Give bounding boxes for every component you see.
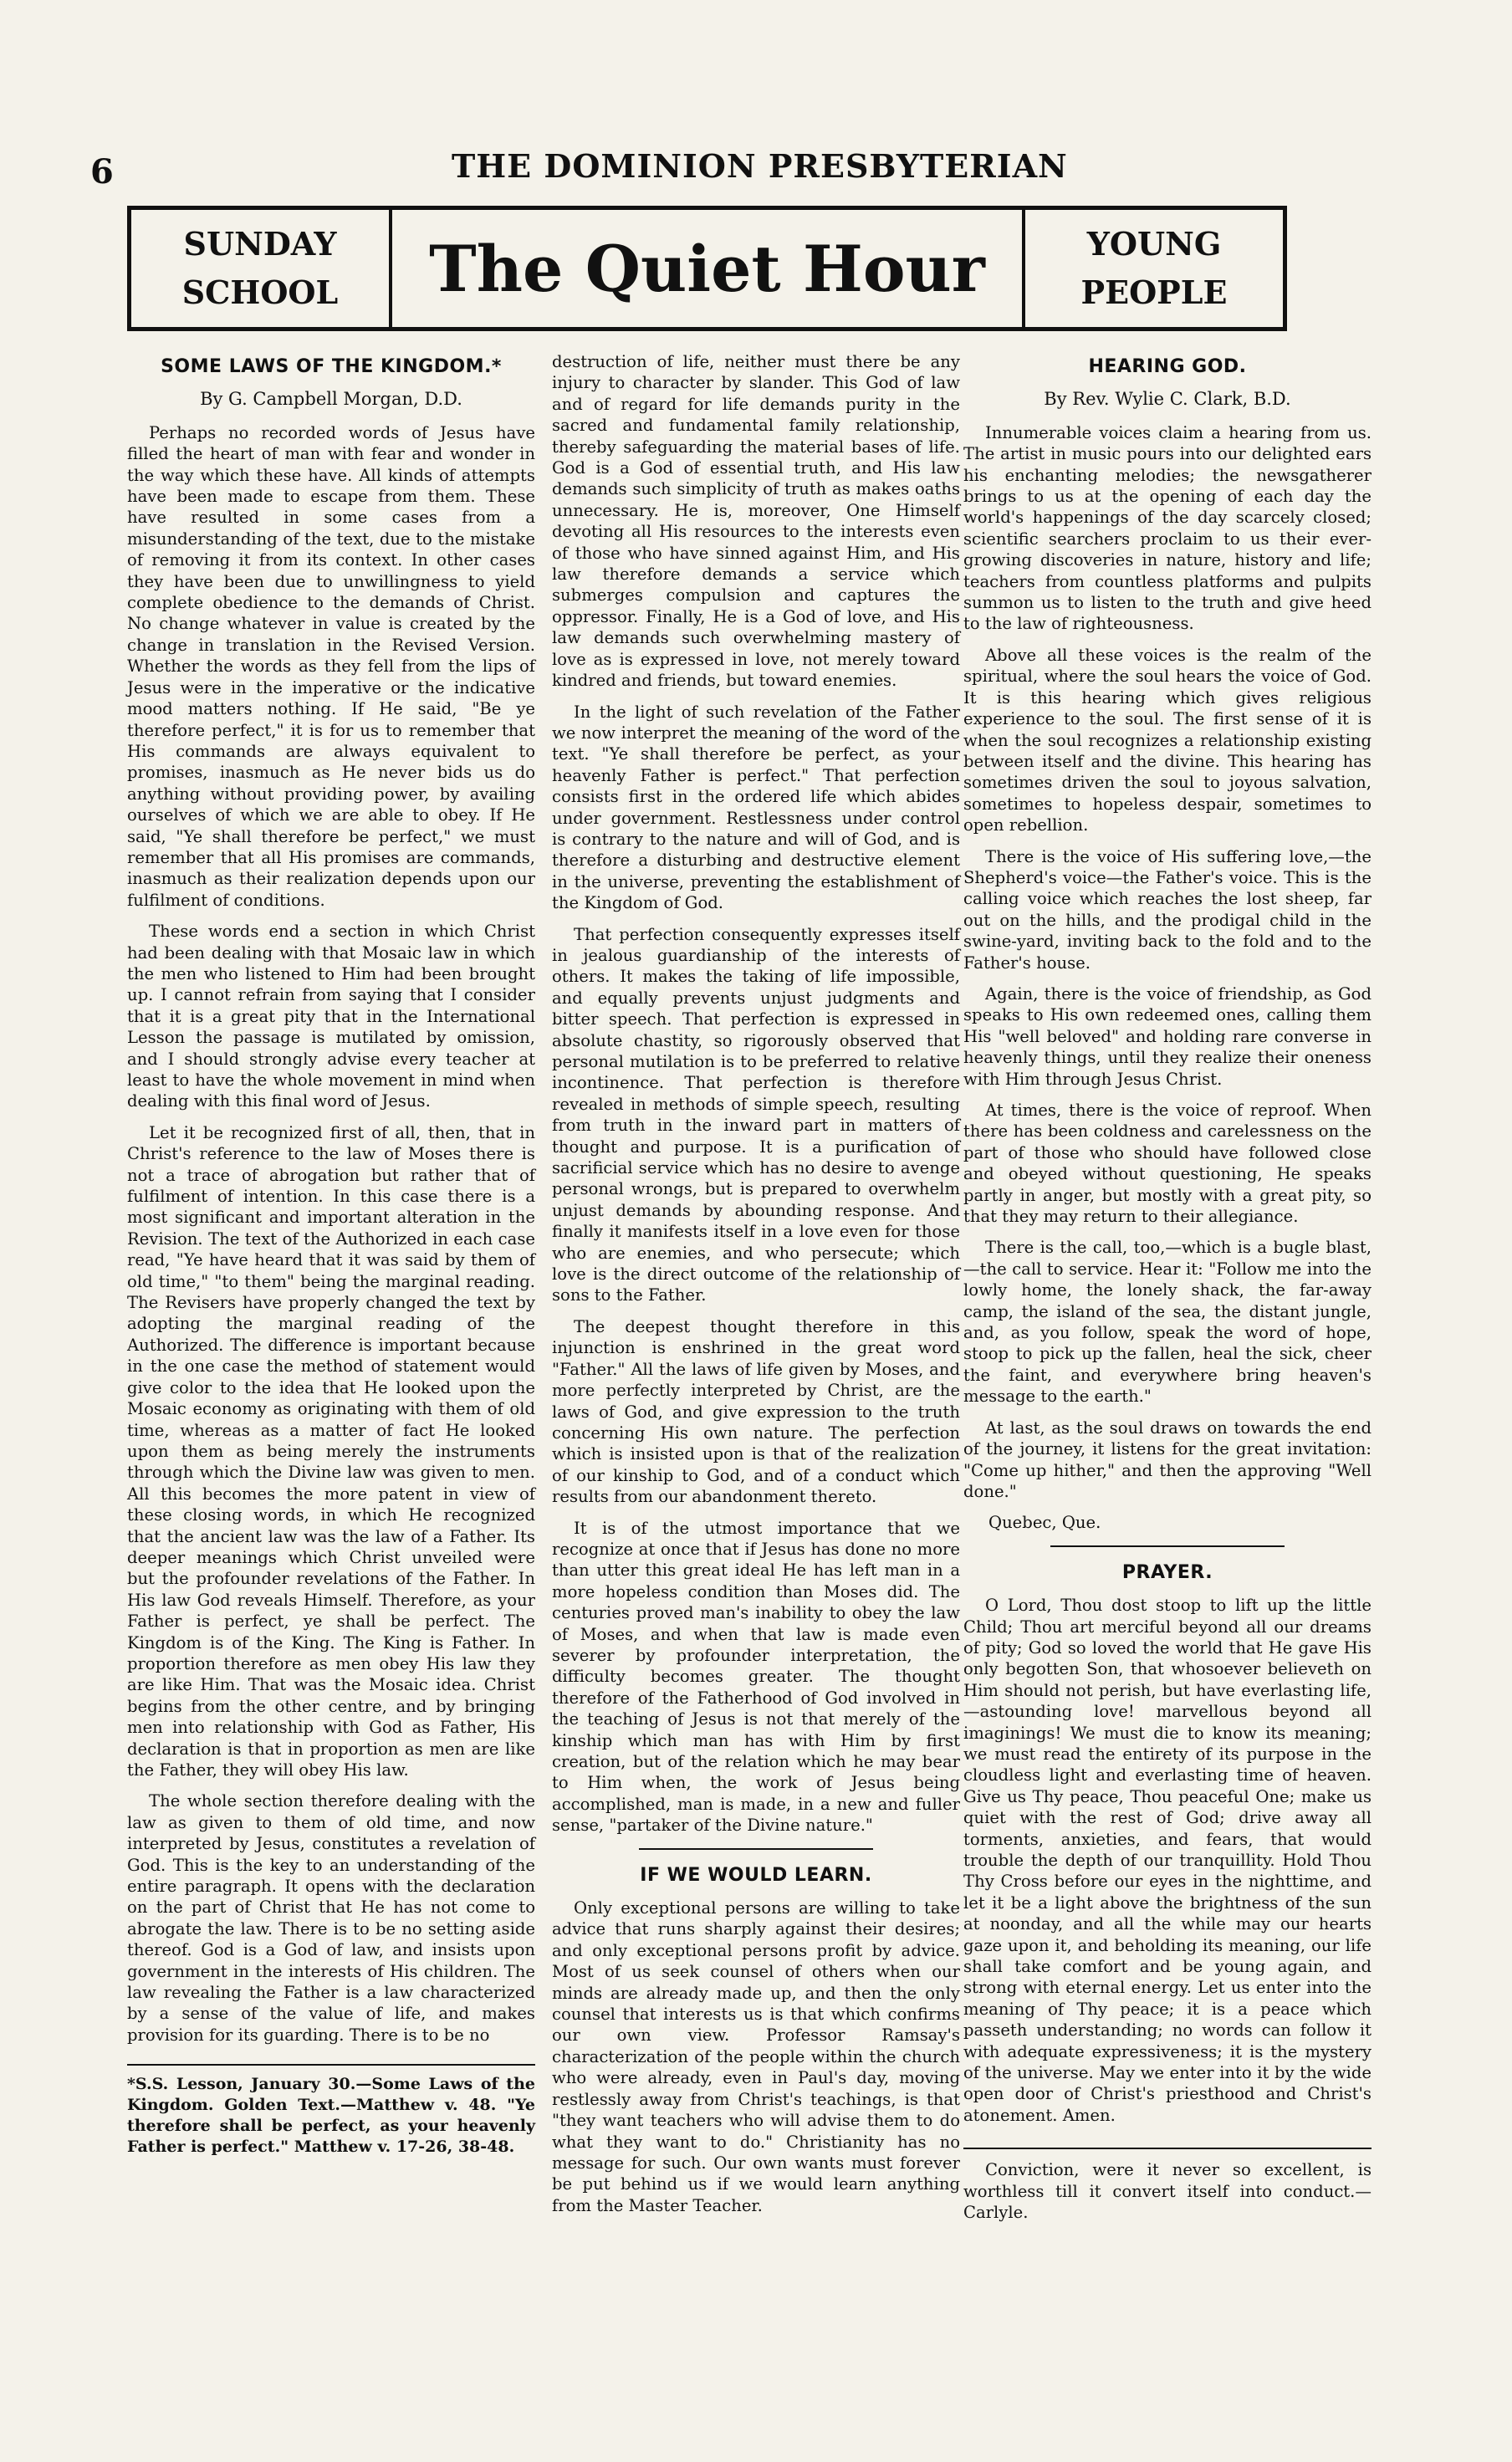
article-title: SOME LAWS OF THE KINGDOM.* bbox=[161, 356, 502, 377]
article-paragraph: That perfection consequently expresses itself in jealous guardianship of the interests of others. It makes the taking of life impossible, and equally prevents unjust judgments and bitter speech. That perfection is expressed in absolute chastity, so rigorously observed that personal mutilation is to be preferred to relative incontinence. That perfection is therefore revealed in methods of simple speech, resulting from truth in the inward part in matters of thought and purpose. It is a purification of sacrificial service which has no desire to avenge personal wrongs, but is prepared to overwhelm unjust demands by abounding response. And finally it manifests itself in a love even for those who are enemies, and who persecute; which love is the direct outcome of the relationship of sons to the Father. bbox=[552, 924, 960, 1305]
article-paragraph: Only exceptional persons are willing to take advice that runs sharply against their desires; and only exceptional persons profit by advice. Most of us seek counsel of others when our minds are already made up, and then the only counsel that interests us is that which confirms our own view. Professor Ramsay's characterization of the people within the church who were already, even in Paul's day, moving restlessly away from Christ's teachings, is that "they want teachers who will advise them to do what they want to do." Christianity has no message for such. Our own wants must forever be put behind us if we would learn anything from the Master Teacher. bbox=[552, 1898, 960, 2215]
closing-quote bbox=[963, 2148, 1372, 2223]
section-divider bbox=[1050, 1545, 1285, 1547]
section-banner bbox=[127, 206, 1287, 331]
banner-left-box bbox=[131, 210, 392, 327]
section-divider bbox=[639, 1848, 873, 1850]
article-paragraph: The deepest thought therefore in this injunction is enshrined in the great word "Father." All the laws of life given by Moses, and more perfectly interpreted by Christ, are the laws of God, and give expression to the truth concerning His own nature. The perfection which is insisted upon is that of the realization of our kinship to God, and of a conduct which results from our abandonment thereto. bbox=[552, 1316, 960, 1507]
column-2 bbox=[552, 351, 960, 2226]
banner-right-line1: YOUNG bbox=[1086, 225, 1222, 263]
banner-title: The Quiet Hour bbox=[429, 231, 985, 306]
column-3 bbox=[963, 351, 1372, 2234]
banner-left-line1: SUNDAY bbox=[183, 225, 337, 263]
article-paragraph: Again, there is the voice of friendship, as God speaks to His own redeemed ones, calling them His "well beloved" and holding rare converse in heavenly things, until they realize their oneness with Him through Jesus Christ. bbox=[963, 983, 1372, 1089]
lesson-footnote bbox=[127, 2064, 535, 2158]
article-paragraph: There is the voice of His suffering love,—the Shepherd's voice—the Father's voice. This is the calling voice which reaches the lost sheep, far out on the hills, and the prodigal child in the swine-yard, inviting back to the fold and to the Father's house. bbox=[963, 846, 1372, 973]
article-paragraph: In the light of such revelation of the Father we now interpret the meaning of the word of the text. "Ye shall therefore be perfect, as your heavenly Father is perfect." That perfection consists first in the ordered life which abides under government. Restlessness under control is contrary to the nature and will of God, and is therefore a disturbing and destructive element in the universe, preventing the establishment of the Kingdom of God. bbox=[552, 702, 960, 913]
quote-text: Conviction, were it never so excellent, is worthless till it convert itself into conduct.—Carlyle. bbox=[963, 2160, 1372, 2223]
article-title: IF WE WOULD LEARN. bbox=[640, 1864, 872, 1886]
article-title: PRAYER. bbox=[1121, 1561, 1213, 1583]
article-paragraph: The whole section therefore dealing with the law as given to them of old time, and now interpreted by Jesus, constitutes a revelation of God. This is the key to an understanding of the entire paragraph. It opens with the declaration on the part of Christ that He has not come to abrogate the law. There is to be no setting aside thereof. God is a God of law, and insists upon government in the interests of His children. The law revealing the Father is a law characterized by a sense of the value of life, and makes provision for its guarding. There is to be no bbox=[127, 1791, 535, 2045]
article-paragraph: Innumerable voices claim a hearing from us. The artist in music pours into our delighted ears his enchanting melodies; the newsgatherer brings to us at the opening of each day the world's happenings of the day scarcely closed; scientific searchers proclaim to us their ever-growing discoveries in nature, history and life; teachers from countless platforms and pulpits summon us to listen to the truth and give heed to the law of righteousness. bbox=[963, 422, 1372, 634]
article-title: HEARING GOD. bbox=[1088, 356, 1247, 377]
page-number: 6 bbox=[90, 152, 114, 192]
article-paragraph: Above all these voices is the realm of the spiritual, where the soul hears the voice of God. It is this hearing which gives religious experience to the soul. The first sense of it is when the soul recognizes a relationship existing between itself and the divine. This hearing has sometimes driven the soul to joyous salvation, sometimes to hopeless despair, sometimes to open rebellion. bbox=[963, 645, 1372, 835]
article-byline: By G. Campbell Morgan, D.D. bbox=[200, 389, 462, 410]
article-signoff: Quebec, Que. bbox=[988, 1513, 1101, 1533]
article-paragraph: Perhaps no recorded words of Jesus have filled the heart of man with fear and wonder in the way which these have. All kinds of attempts have been made to escape from them. These have resulted in some cases from a misunderstanding of the text, due to the mistake of removing it from its context. In other cases they have been due to unwillingness to yield complete obedience to the demands of Christ. No change whatever in value is created by the change in translation in the Revised Version. Whether the words as they fell from the lips of Jesus were in the imperative or the indicative mood matters nothing. If He said, "Be ye therefore perfect," it is for us to remember that His commands are always equivalent to promises, inasmuch as He never bids us do anything without providing power, by availing ourselves of which we are able to obey. If He said, "Ye shall therefore be perfect," we must remember that all His promises are commands, inasmuch as their realization depends upon our fulfilment of conditions. bbox=[127, 422, 535, 910]
article-paragraph: At last, as the soul draws on towards the end of the journey, it listens for the great invitation: "Come up hither," and then the approving "Well done." bbox=[963, 1417, 1372, 1501]
article-paragraph: Let it be recognized first of all, then, that in Christ's reference to the law of Moses there is not a trace of abrogation but rather that of fulfilment of intention. In this case there is a most significant and important alteration in the Revision. The text of the Authorized in each case read, "Ye have heard that it was said by them of old time," "to them" being the marginal reading. The Revisers have properly changed the text by adopting the marginal reading of the Authorized. The difference is important because in the one case the method of statement would give color to the idea that He looked upon the Mosaic economy as originating with them of old time, whereas as a matter of fact He looked upon them as being merely the instruments through which the Divine law was given to men. All this becomes the more patent in view of these closing words, in which He recognized that the ancient law was the law of a Father. Its deeper meanings which Christ unveiled were but the profounder revelations of the Father. In His law God reveals Himself. Therefore, as your Father is perfect, ye shall be perfect. The Kingdom is of the King. The King is Father. In proportion therefore as men obey His law they are like Him. That was the Mosaic idea. Christ begins from the other centre, and by bringing men into relationship with God as Father, His declaration is that in proportion as men are like the Father, they will obey His law. bbox=[127, 1122, 535, 1780]
article-paragraph: destruction of life, neither must there be any injury to character by slander. This God of law and of regard for life demands purity in the sacred and fundamental family relationship, thereby safeguarding the material bases of life. God is a God of essential truth, and His law demands such simplicity of truth as makes oaths unnecessary. He is, moreover, One Himself devoting all His resources to the interests even of those who have sinned against Him, and His law therefore demands a service which submerges compulsion and captures the oppressor. Finally, He is a God of love, and His law demands such overwhelming mastery of love as is expressed in love, not merely toward kindred and friends, but toward enemies. bbox=[552, 352, 960, 691]
column-1 bbox=[127, 351, 535, 2168]
article-paragraph: O Lord, Thou dost stoop to lift up the little Child; Thou art merciful beyond all our dreams of pity; God so loved the world that He gave His only begotten Son, that whosoever believeth on Him should not perish, but have everlasting life,—astounding love! marvellous beyond all imaginings! We must die to know its meaning; we must read the entirety of its purpose in the cloudless light and everlasting time of heaven. Give us Thy peace, Thou peaceful One; make us quiet with the rest of God; drive away all torments, anxieties, and fears, that would trouble the depth of our tranquillity. Hold Thou Thy Cross before our eyes in the nighttime, and let it be a light above the brightness of the sun at noonday, and all the while may our hearts gaze upon it, and beholding its meaning, our life shall take comfort and be young again, and strong with eternal energy. Let us enter into the meaning of Thy peace; it is a peace which passeth understanding; no words can follow it with adequate expressiveness; it is the mystery of the universe. May we enter into it by the wide open door of Christ's priesthood and Christ's atonement. Amen. bbox=[963, 1596, 1372, 2125]
article-paragraph: At times, there is the voice of reproof. When there has been coldness and carelessness on the part of those who should have followed close and obeyed without questioning, He speaks partly in anger, but mostly with a great pity, so that they may return to their allegiance. bbox=[963, 1101, 1372, 1227]
footnote-text: *S.S. Lesson, January 30.—Some Laws of the Kingdom. Golden Text.—Matthew v. 48. "Ye therefore shall be perfect, as your heavenly Father is perfect." Matthew v. 17-26, 38-48. bbox=[127, 2075, 535, 2157]
banner-left-line2: SCHOOL bbox=[181, 273, 339, 311]
article-paragraph: It is of the utmost importance that we recognize at once that if Jesus has done no more than utter this great ideal He has left man in a more hopeless condition than Moses did. The centuries proved man's inability to obey the law of Moses, and when that law is made even severer by profounder interpretation, the difficulty becomes greater. The thought therefore of the Fatherhood of God involved in the teaching of Jesus is not that merely of the kinship which man has with Him by first creation, but of the relation which he may bear to Him when, the work of Jesus being accomplished, man is made, in a new and fuller sense, "partaker of the Divine nature." bbox=[552, 1518, 960, 1836]
masthead: THE DOMINION PRESBYTERIAN bbox=[452, 147, 1068, 185]
banner-right-box bbox=[1022, 210, 1283, 327]
article-paragraph: These words end a section in which Christ had been dealing with that Mosaic law in which the men who listened to Him had been brought up. I cannot refrain from saying that I consider that it is a great pity that in the International Lesson the passage is mutilated by omission, and I should strongly advise every teacher at least to have the whole movement in mind when dealing with this final word of Jesus. bbox=[127, 922, 535, 1111]
banner-right-line2: PEOPLE bbox=[1080, 273, 1228, 311]
article-byline: By Rev. Wylie C. Clark, B.D. bbox=[1044, 389, 1291, 410]
article-paragraph: There is the call, too,—which is a bugle blast,—the call to service. Hear it: "Follow me into the lowly home, the lonely shack, the far-away camp, the island of the sea, the distant jungle, and, as you follow, speak the word of hope, stoop to pick up the fallen, heal the sick, cheer the faint, and everywhere bring heaven's message to the earth." bbox=[963, 1238, 1372, 1407]
